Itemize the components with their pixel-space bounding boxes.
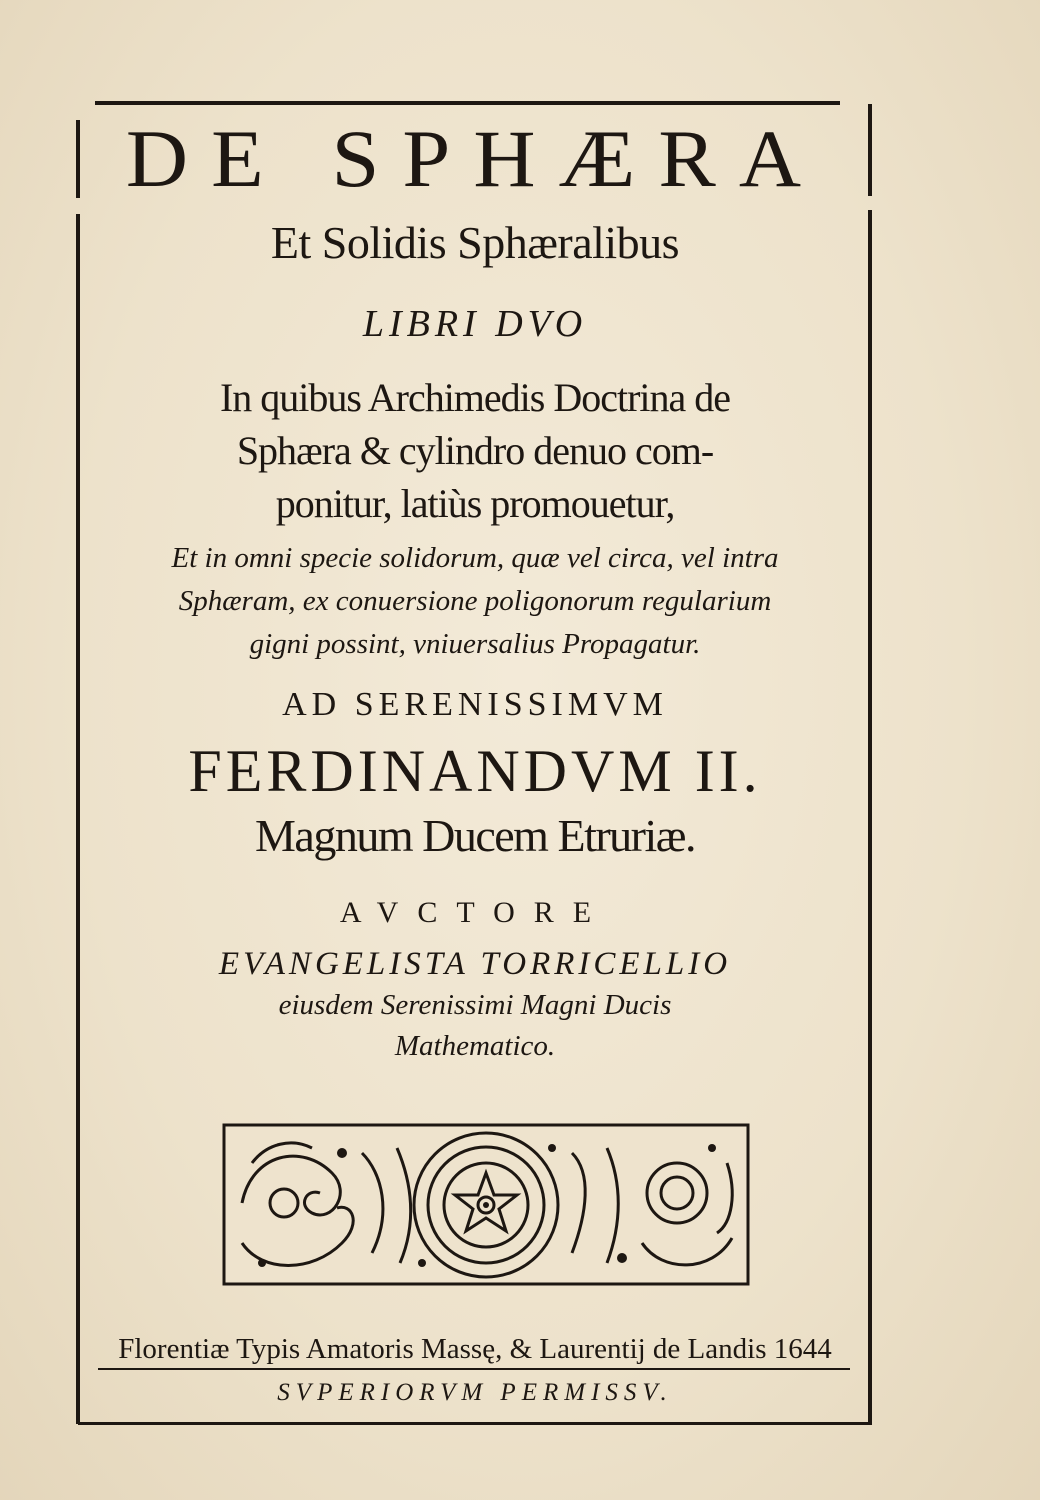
description-italic-line-2: Sphæram, ex conuersione poligonorum regularium — [178, 585, 772, 617]
dedicatee-name: FERDINANDVM II. — [188, 738, 762, 804]
frame-bottom-rule — [78, 1422, 870, 1425]
description-italic-line-3: gigni possint, vniuersalius Propagatur. — [249, 628, 701, 660]
description-line-1: In quibus Archimedis Doctrina de — [219, 375, 731, 420]
description-italic-line-1: Et in omni specie solidorum, quæ vel circa, vel intra — [171, 542, 779, 574]
imprint-permission: SVPERIORVM PERMISSV. — [277, 1379, 673, 1406]
imprint-publisher: Florentiæ Typis Amatoris Massę, & Laurentij de Landis 1644 — [118, 1333, 832, 1365]
imprint-rule — [98, 1368, 850, 1370]
dedication-line: AD SERENISSIMVM — [282, 686, 668, 723]
author-label: AVCTORE — [339, 896, 611, 929]
description-line-3: ponitur, latiùs promouetur, — [275, 481, 675, 526]
author-role-line-1: eiusdem Serenissimi Magni Ducis — [278, 989, 672, 1021]
woodcut-ornament-icon — [222, 1123, 750, 1286]
books-count: LIBRI DVO — [362, 303, 588, 345]
dedicatee-title: Magnum Ducem Etruriæ. — [255, 810, 695, 861]
frame-top-rule — [95, 101, 840, 105]
book-title: DE SPHÆRA — [125, 113, 825, 204]
author-role-line-2: Mathematico. — [394, 1030, 556, 1062]
book-subtitle: Et Solidis Sphæralibus — [270, 217, 680, 268]
description-line-2: Sphæra & cylindro denuo com- — [236, 428, 714, 473]
author-name: EVANGELISTA TORRICELLIO — [218, 946, 732, 982]
